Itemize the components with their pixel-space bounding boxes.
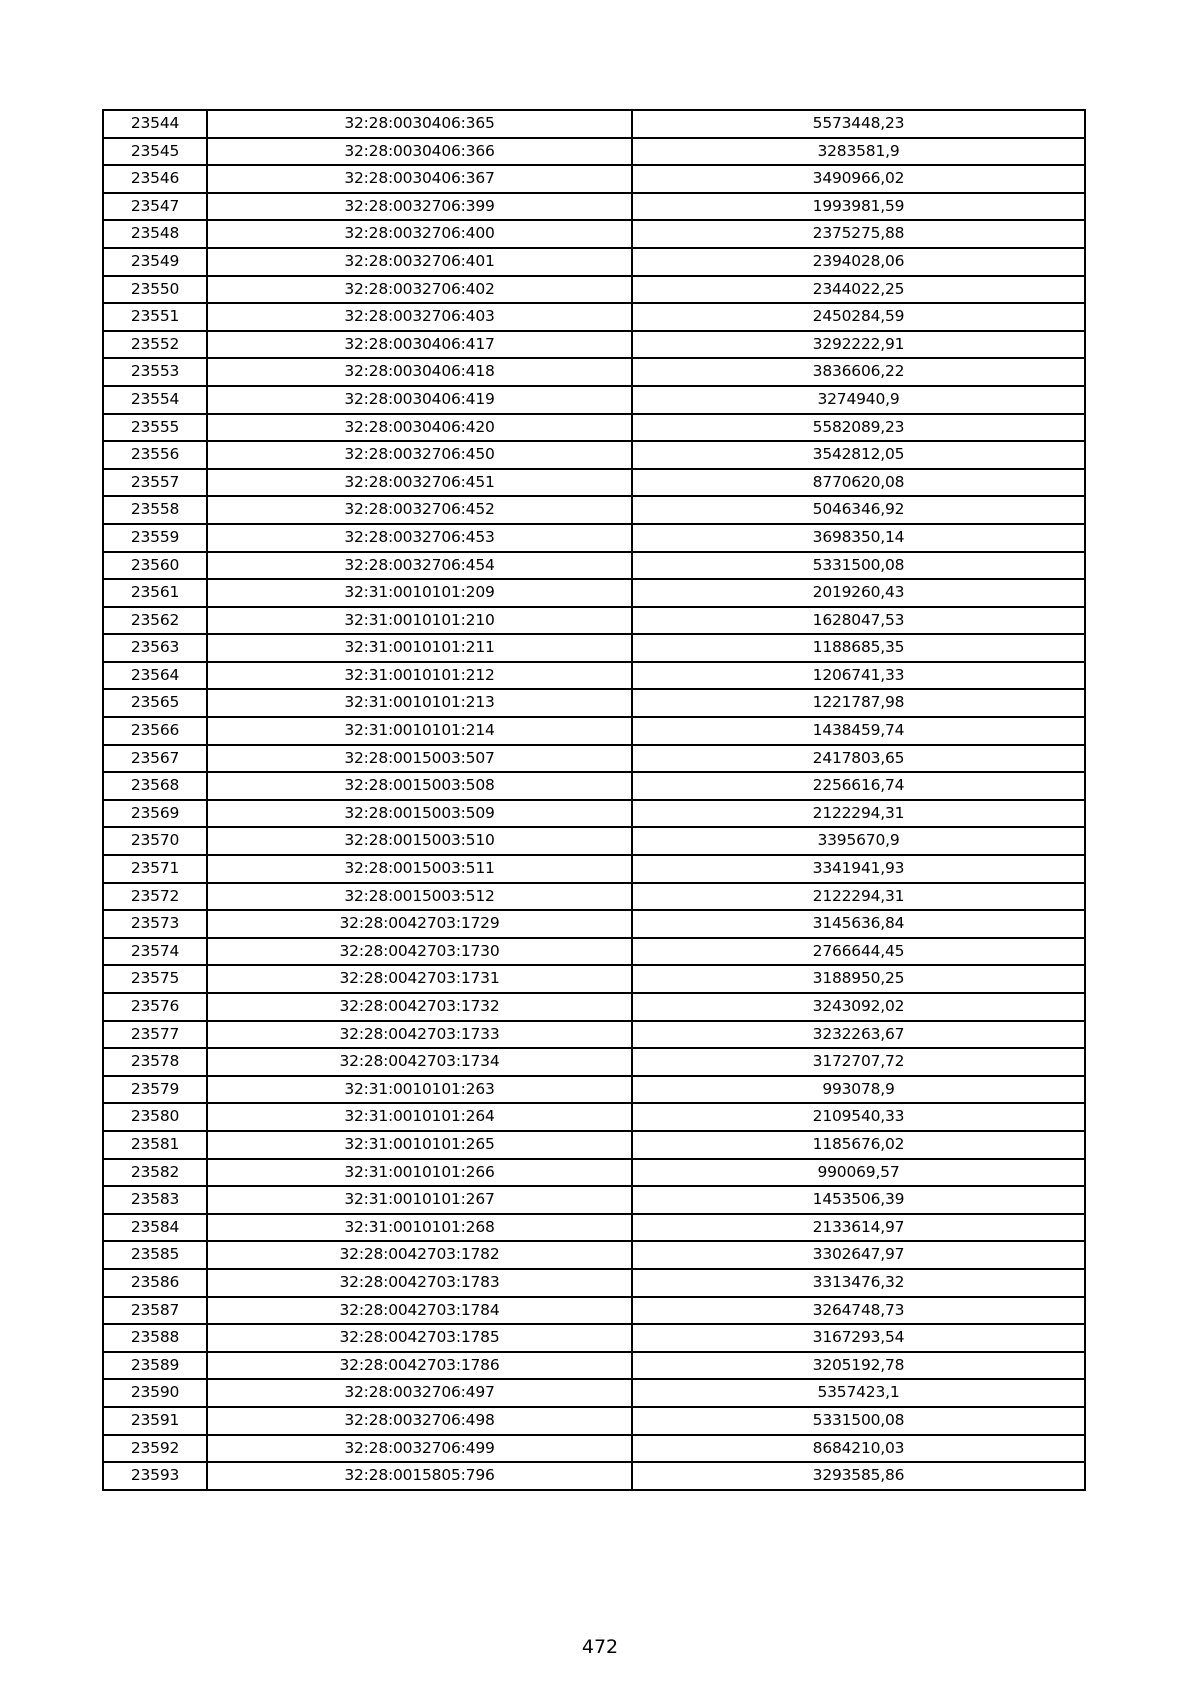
- row-number-cell: 23550: [103, 276, 207, 304]
- table-row: [103, 827, 1085, 855]
- row-number-cell: 23557: [103, 469, 207, 497]
- cadastral-value-cell: 3167293,54: [632, 1324, 1085, 1352]
- cadastral-number-cell: 32:28:0042703:1729: [207, 910, 632, 938]
- table-row: [103, 855, 1085, 883]
- table-row: [103, 248, 1085, 276]
- row-number-cell: 23566: [103, 717, 207, 745]
- cadastral-value-cell: 3145636,84: [632, 910, 1085, 938]
- row-number-cell: 23576: [103, 993, 207, 1021]
- table-row: [103, 1269, 1085, 1297]
- table-row: [103, 193, 1085, 221]
- table-row: [103, 1048, 1085, 1076]
- table-row: [103, 1352, 1085, 1380]
- cadastral-value-cell: 5331500,08: [632, 1407, 1085, 1435]
- row-number-cell: 23579: [103, 1076, 207, 1104]
- cadastral-value-cell: 2133614,97: [632, 1214, 1085, 1242]
- table-row: [103, 689, 1085, 717]
- cadastral-number-cell: 32:28:0032706:450: [207, 441, 632, 469]
- row-number-cell: 23580: [103, 1103, 207, 1131]
- cadastral-number-cell: 32:28:0042703:1734: [207, 1048, 632, 1076]
- cadastral-number-cell: 32:28:0042703:1731: [207, 965, 632, 993]
- cadastral-value-cell: 1628047,53: [632, 607, 1085, 635]
- cadastral-number-cell: 32:28:0015805:796: [207, 1462, 632, 1490]
- table-row: [103, 1297, 1085, 1325]
- cadastral-value-cell: 2019260,43: [632, 579, 1085, 607]
- row-number-cell: 23593: [103, 1462, 207, 1490]
- cadastral-number-cell: 32:31:0010101:266: [207, 1159, 632, 1187]
- row-number-cell: 23581: [103, 1131, 207, 1159]
- table-row: [103, 386, 1085, 414]
- cadastral-number-cell: 32:28:0042703:1732: [207, 993, 632, 1021]
- cadastral-number-cell: 32:31:0010101:267: [207, 1186, 632, 1214]
- cadastral-value-cell: 2417803,65: [632, 745, 1085, 773]
- cadastral-value-cell: 3293585,86: [632, 1462, 1085, 1490]
- row-number-cell: 23553: [103, 358, 207, 386]
- row-number-cell: 23565: [103, 689, 207, 717]
- row-number-cell: 23561: [103, 579, 207, 607]
- cadastral-number-cell: 32:28:0032706:499: [207, 1435, 632, 1463]
- cadastral-value-cell: 3313476,32: [632, 1269, 1085, 1297]
- cadastral-value-cell: 2375275,88: [632, 220, 1085, 248]
- row-number-cell: 23585: [103, 1241, 207, 1269]
- cadastral-value-cell: 2122294,31: [632, 800, 1085, 828]
- table-row: [103, 634, 1085, 662]
- table-row: [103, 1021, 1085, 1049]
- cadastral-value-cell: 2394028,06: [632, 248, 1085, 276]
- cadastral-value-cell: 1453506,39: [632, 1186, 1085, 1214]
- cadastral-value-cell: 3836606,22: [632, 358, 1085, 386]
- cadastral-value-cell: 5046346,92: [632, 496, 1085, 524]
- cadastral-value-cell: 1993981,59: [632, 193, 1085, 221]
- row-number-cell: 23546: [103, 165, 207, 193]
- table-row: [103, 883, 1085, 911]
- table-row: [103, 772, 1085, 800]
- row-number-cell: 23551: [103, 303, 207, 331]
- cadastral-number-cell: 32:28:0032706:402: [207, 276, 632, 304]
- cadastral-number-cell: 32:28:0030406:366: [207, 138, 632, 166]
- cadastral-number-cell: 32:28:0032706:454: [207, 552, 632, 580]
- table-row: [103, 165, 1085, 193]
- row-number-cell: 23591: [103, 1407, 207, 1435]
- table-row: [103, 1159, 1085, 1187]
- cadastral-value-cell: 3205192,78: [632, 1352, 1085, 1380]
- cadastral-number-cell: 32:28:0042703:1785: [207, 1324, 632, 1352]
- row-number-cell: 23548: [103, 220, 207, 248]
- row-number-cell: 23592: [103, 1435, 207, 1463]
- cadastral-value-cell: 2450284,59: [632, 303, 1085, 331]
- cadastral-number-cell: 32:28:0015003:507: [207, 745, 632, 773]
- cadastral-value-cell: 3341941,93: [632, 855, 1085, 883]
- cadastral-number-cell: 32:28:0042703:1784: [207, 1297, 632, 1325]
- cadastral-number-cell: 32:28:0042703:1783: [207, 1269, 632, 1297]
- cadastral-value-cell: 3274940,9: [632, 386, 1085, 414]
- row-number-cell: 23554: [103, 386, 207, 414]
- cadastral-number-cell: 32:28:0030406:418: [207, 358, 632, 386]
- cadastral-number-cell: 32:28:0032706:453: [207, 524, 632, 552]
- cadastral-value-cell: 3188950,25: [632, 965, 1085, 993]
- table-row: [103, 303, 1085, 331]
- cadastral-number-cell: 32:28:0042703:1733: [207, 1021, 632, 1049]
- cadastral-value-cell: 3395670,9: [632, 827, 1085, 855]
- cadastral-number-cell: 32:28:0042703:1786: [207, 1352, 632, 1380]
- table-row: [103, 1186, 1085, 1214]
- cadastral-number-cell: 32:28:0030406:419: [207, 386, 632, 414]
- cadastral-number-cell: 32:28:0032706:400: [207, 220, 632, 248]
- row-number-cell: 23584: [103, 1214, 207, 1242]
- cadastral-number-cell: 32:31:0010101:214: [207, 717, 632, 745]
- cadastral-number-cell: 32:31:0010101:263: [207, 1076, 632, 1104]
- table-row: [103, 1131, 1085, 1159]
- cadastral-value-cell: 1438459,74: [632, 717, 1085, 745]
- table-row: [103, 414, 1085, 442]
- cadastral-value-cell: 3232263,67: [632, 1021, 1085, 1049]
- row-number-cell: 23562: [103, 607, 207, 635]
- row-number-cell: 23544: [103, 110, 207, 138]
- cadastral-value-cell: 3283581,9: [632, 138, 1085, 166]
- cadastral-value-cell: 5582089,23: [632, 414, 1085, 442]
- table-row: [103, 1214, 1085, 1242]
- cadastral-number-cell: 32:28:0015003:511: [207, 855, 632, 883]
- cadastral-number-cell: 32:28:0030406:367: [207, 165, 632, 193]
- cadastral-number-cell: 32:28:0032706:452: [207, 496, 632, 524]
- table-row: [103, 910, 1085, 938]
- row-number-cell: 23571: [103, 855, 207, 883]
- row-number-cell: 23572: [103, 883, 207, 911]
- row-number-cell: 23583: [103, 1186, 207, 1214]
- table-row: [103, 579, 1085, 607]
- cadastral-number-cell: 32:28:0030406:417: [207, 331, 632, 359]
- cadastral-value-cell: 8770620,08: [632, 469, 1085, 497]
- cadastral-number-cell: 32:28:0030406:420: [207, 414, 632, 442]
- cadastral-number-cell: 32:28:0032706:498: [207, 1407, 632, 1435]
- cadastral-value-cell: 1185676,02: [632, 1131, 1085, 1159]
- table-row: [103, 607, 1085, 635]
- row-number-cell: 23564: [103, 662, 207, 690]
- row-number-cell: 23586: [103, 1269, 207, 1297]
- row-number-cell: 23578: [103, 1048, 207, 1076]
- row-number-cell: 23574: [103, 938, 207, 966]
- cadastral-value-table: [102, 109, 1086, 1491]
- table-row: [103, 717, 1085, 745]
- cadastral-value-cell: 1221787,98: [632, 689, 1085, 717]
- cadastral-number-cell: 32:31:0010101:265: [207, 1131, 632, 1159]
- cadastral-number-cell: 32:28:0032706:399: [207, 193, 632, 221]
- cadastral-number-cell: 32:28:0015003:510: [207, 827, 632, 855]
- cadastral-number-cell: 32:31:0010101:213: [207, 689, 632, 717]
- table-row: [103, 1462, 1085, 1490]
- table-row: [103, 938, 1085, 966]
- table-body: [103, 110, 1085, 1490]
- cadastral-value-cell: 8684210,03: [632, 1435, 1085, 1463]
- table-row: [103, 1324, 1085, 1352]
- row-number-cell: 23547: [103, 193, 207, 221]
- cadastral-number-cell: 32:28:0042703:1730: [207, 938, 632, 966]
- cadastral-number-cell: 32:31:0010101:211: [207, 634, 632, 662]
- cadastral-number-cell: 32:28:0015003:512: [207, 883, 632, 911]
- table-row: [103, 1076, 1085, 1104]
- cadastral-number-cell: 32:28:0015003:509: [207, 800, 632, 828]
- row-number-cell: 23560: [103, 552, 207, 580]
- table-row: [103, 745, 1085, 773]
- cadastral-number-cell: 32:28:0042703:1782: [207, 1241, 632, 1269]
- row-number-cell: 23552: [103, 331, 207, 359]
- cadastral-value-cell: 3542812,05: [632, 441, 1085, 469]
- cadastral-value-cell: 2344022,25: [632, 276, 1085, 304]
- cadastral-number-cell: 32:31:0010101:210: [207, 607, 632, 635]
- row-number-cell: 23570: [103, 827, 207, 855]
- cadastral-value-cell: 2256616,74: [632, 772, 1085, 800]
- table-row: [103, 552, 1085, 580]
- table-row: [103, 138, 1085, 166]
- row-number-cell: 23590: [103, 1379, 207, 1407]
- table-row: [103, 993, 1085, 1021]
- cadastral-value-cell: 1188685,35: [632, 634, 1085, 662]
- table-row: [103, 800, 1085, 828]
- cadastral-number-cell: 32:28:0015003:508: [207, 772, 632, 800]
- row-number-cell: 23577: [103, 1021, 207, 1049]
- cadastral-value-cell: 2122294,31: [632, 883, 1085, 911]
- cadastral-value-cell: 3243092,02: [632, 993, 1085, 1021]
- cadastral-value-cell: 3302647,97: [632, 1241, 1085, 1269]
- table-row: [103, 965, 1085, 993]
- row-number-cell: 23555: [103, 414, 207, 442]
- cadastral-value-cell: 3490966,02: [632, 165, 1085, 193]
- table-row: [103, 469, 1085, 497]
- table-row: [103, 1407, 1085, 1435]
- table-row: [103, 358, 1085, 386]
- cadastral-value-cell: 1206741,33: [632, 662, 1085, 690]
- row-number-cell: 23582: [103, 1159, 207, 1187]
- page-number: 472: [581, 1636, 619, 1658]
- table-row: [103, 496, 1085, 524]
- cadastral-value-cell: 993078,9: [632, 1076, 1085, 1104]
- cadastral-value-cell: 5573448,23: [632, 110, 1085, 138]
- row-number-cell: 23569: [103, 800, 207, 828]
- cadastral-value-cell: 3698350,14: [632, 524, 1085, 552]
- cadastral-number-cell: 32:28:0032706:403: [207, 303, 632, 331]
- row-number-cell: 23559: [103, 524, 207, 552]
- cadastral-number-cell: 32:31:0010101:209: [207, 579, 632, 607]
- cadastral-number-cell: 32:28:0032706:451: [207, 469, 632, 497]
- row-number-cell: 23556: [103, 441, 207, 469]
- cadastral-number-cell: 32:28:0030406:365: [207, 110, 632, 138]
- cadastral-number-cell: 32:31:0010101:264: [207, 1103, 632, 1131]
- cadastral-value-cell: 2109540,33: [632, 1103, 1085, 1131]
- row-number-cell: 23563: [103, 634, 207, 662]
- cadastral-number-cell: 32:28:0032706:401: [207, 248, 632, 276]
- cadastral-number-cell: 32:28:0032706:497: [207, 1379, 632, 1407]
- table-row: [103, 1379, 1085, 1407]
- row-number-cell: 23588: [103, 1324, 207, 1352]
- row-number-cell: 23587: [103, 1297, 207, 1325]
- table-row: [103, 1103, 1085, 1131]
- row-number-cell: 23558: [103, 496, 207, 524]
- table-row: [103, 220, 1085, 248]
- table-row: [103, 1435, 1085, 1463]
- cadastral-value-cell: 3172707,72: [632, 1048, 1085, 1076]
- table-row: [103, 524, 1085, 552]
- row-number-cell: 23589: [103, 1352, 207, 1380]
- cadastral-value-cell: 2766644,45: [632, 938, 1085, 966]
- row-number-cell: 23568: [103, 772, 207, 800]
- cadastral-value-cell: 3292222,91: [632, 331, 1085, 359]
- table-row: [103, 1241, 1085, 1269]
- table-row: [103, 331, 1085, 359]
- cadastral-number-cell: 32:31:0010101:212: [207, 662, 632, 690]
- table-row: [103, 110, 1085, 138]
- table-row: [103, 276, 1085, 304]
- row-number-cell: 23575: [103, 965, 207, 993]
- table-row: [103, 441, 1085, 469]
- table-row: [103, 662, 1085, 690]
- row-number-cell: 23545: [103, 138, 207, 166]
- row-number-cell: 23567: [103, 745, 207, 773]
- cadastral-number-cell: 32:31:0010101:268: [207, 1214, 632, 1242]
- row-number-cell: 23573: [103, 910, 207, 938]
- cadastral-value-cell: 990069,57: [632, 1159, 1085, 1187]
- cadastral-value-cell: 5331500,08: [632, 552, 1085, 580]
- cadastral-value-cell: 5357423,1: [632, 1379, 1085, 1407]
- row-number-cell: 23549: [103, 248, 207, 276]
- cadastral-value-cell: 3264748,73: [632, 1297, 1085, 1325]
